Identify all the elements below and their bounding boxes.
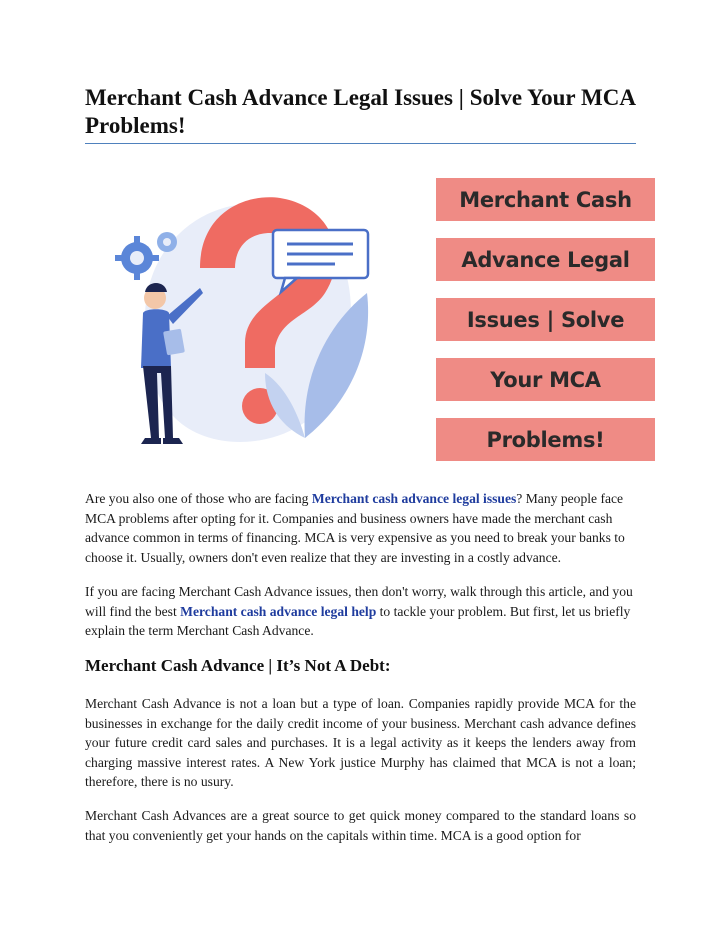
intro-paragraph: [85, 489, 636, 567]
section-paragraph-2: Merchant Cash Advances are a great source to get quick money compared to the standard loans so that you conveniently get your hands on the capitals within time. MCA is a good option for: [85, 808, 636, 843]
question-illustration: [105, 168, 405, 468]
small-gear-icon: [157, 232, 177, 252]
mca-legal-issues-link[interactable]: Merchant cash advance legal issues: [311, 491, 517, 506]
second-paragraph: [85, 582, 636, 641]
intro-text-2: ? Many people face MCA problems after opting for it. Companies and business owners have made the merchant cash advance common in terms of financing. MCA is very expensive as you need to break your banks to choose it. Usually, owners don't even realize that they are investing in a costly advance.: [85, 491, 625, 565]
gear-icon: [115, 236, 159, 280]
hero-image: [105, 168, 636, 468]
section-paragraph-1: Merchant Cash Advance is not a loan but a type of loan. Companies rapidly provide MCA for the businesses in exchange for the daily credit income of your business. Merchant cash advance defines your future credit card sales and purchases. It is a legal activity as it keeps the lenders away from charging massive interest rates. A New York justice Murphy has claimed that MCA is not a loan; therefore, there is no usury.: [85, 696, 636, 790]
mca-legal-help-link[interactable]: Merchant cash advance legal help: [180, 603, 377, 619]
banner-line-5: Problems!: [436, 418, 655, 461]
banner-line-2: Advance Legal: [436, 238, 655, 281]
page-title: Merchant Cash Advance Legal Issues | Solve Your MCA Problems!: [85, 85, 636, 138]
banner-line-4: Your MCA: [436, 358, 655, 401]
banner-line-1: Merchant Cash: [436, 178, 655, 221]
second-text-2: to tackle your problem. But first, let us briefly explain the term Merchant Cash Advance.: [85, 603, 631, 639]
banner-line-3: Issues | Solve: [436, 298, 655, 341]
intro-text-1: Are you also one of those who are facing: [85, 491, 312, 506]
second-text-1: If you are facing Merchant Cash Advance issues, then don't worry, walk through this article, and you will find the best: [85, 584, 633, 619]
title-underline: [85, 143, 636, 144]
section-heading: Merchant Cash Advance | It’s Not A Debt:: [85, 656, 391, 675]
